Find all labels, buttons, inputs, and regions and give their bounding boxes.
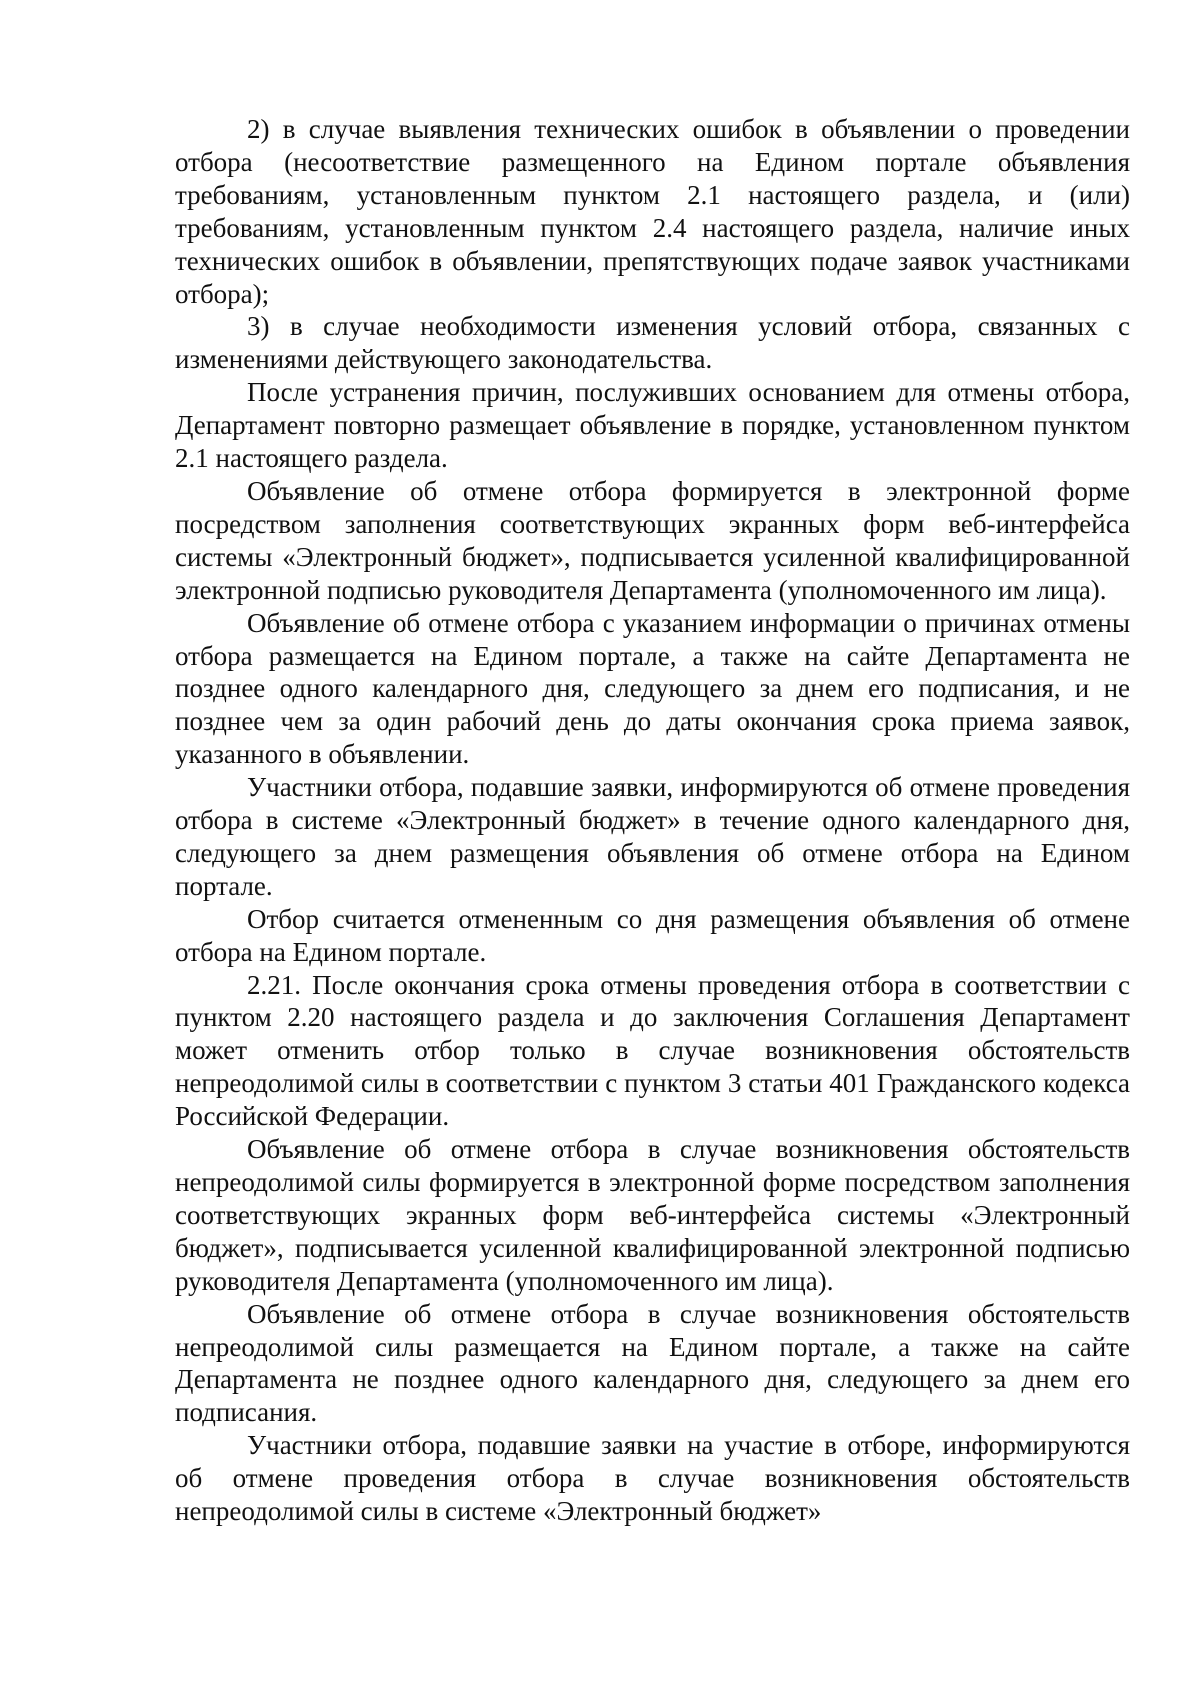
paragraph-item-3: 3) в случае необходимости изменения условий отбора, связанных с изменениями действующего законодательства. <box>175 311 1130 375</box>
paragraph-cancellation-effective: Отбор считается отмененным со дня размещения объявления об отмене отбора на Едином портале. <box>175 903 1130 967</box>
paragraph-cancellation-publication: Объявление об отмене отбора с указанием информации о причинах отмены отбора размещается на Едином портале, а также на сайте Департамента не позднее одного календарного дня, следующего за днем его подписания, и не позднее чем за один рабочий день до даты окончания срока приема заявок, указанного в объявлении. <box>175 607 1130 770</box>
paragraph-reposting-after-fix: После устранения причин, послуживших основанием для отмены отбора, Департамент повторно размещает объявление в порядке, установленном пунктом 2.1 настоящего раздела. <box>175 377 1130 474</box>
paragraph-force-majeure-publication: Объявление об отмене отбора в случае возникновения обстоятельств непреодолимой силы размещается на Едином портале, а также на сайте Департамента не позднее одного календарного дня, следующего за днем его подписания. <box>175 1298 1130 1428</box>
paragraph-force-majeure-form: Объявление об отмене отбора в случае возникновения обстоятельств непреодолимой силы формируется в электронной форме посредством заполнения соответствующих экранных форм веб-интерфейса системы «Электронный бюджет», подписывается усиленной квалифицированной электронной подписью руководителя Департамента (уполномоченного им лица). <box>175 1134 1130 1296</box>
document-body <box>175 113 1130 1528</box>
paragraph-cancellation-form: Объявление об отмене отбора формируется в электронной форме посредством заполнения соответствующих экранных форм веб-интерфейса системы «Электронный бюджет», подписывается усиленной квалифицированной электронной подписью руководителя Департамента (уполномоченного им лица). <box>175 475 1130 605</box>
paragraph-section-2-21: 2.21. После окончания срока отмены проведения отбора в соответствии с пунктом 2.20 настоящего раздела и до заключения Соглашения Департамент может отменить отбор только в случае возникновения обстоятельств непреодолимой силы в соответствии с пунктом 3 статьи 401 Гражданского кодекса Российской Федерации. <box>175 969 1130 1132</box>
paragraph-item-2: 2) в случае выявления технических ошибок в объявлении о проведении отбора (несоответствие размещенного на Едином портале объявления требованиям, установленным пунктом 2.1 настоящего раздела, и (или) требованиям, установленным пунктом 2.4 настоящего раздела, наличие иных технических ошибок в объявлении, препятствующих подаче заявок участниками отбора); <box>175 114 1130 309</box>
paragraph-force-majeure-participants: Участники отбора, подавшие заявки на участие в отборе, информируются об отмене проведения отбора в случае возникновения обстоятельств непреодолимой силы в системе «Электронный бюджет» <box>175 1430 1130 1527</box>
paragraph-participants-notification: Участники отбора, подавшие заявки, информируются об отмене проведения отбора в системе «Электронный бюджет» в течение одного календарного дня, следующего за днем размещения объявления об отмене отбора на Едином портале. <box>175 772 1130 901</box>
